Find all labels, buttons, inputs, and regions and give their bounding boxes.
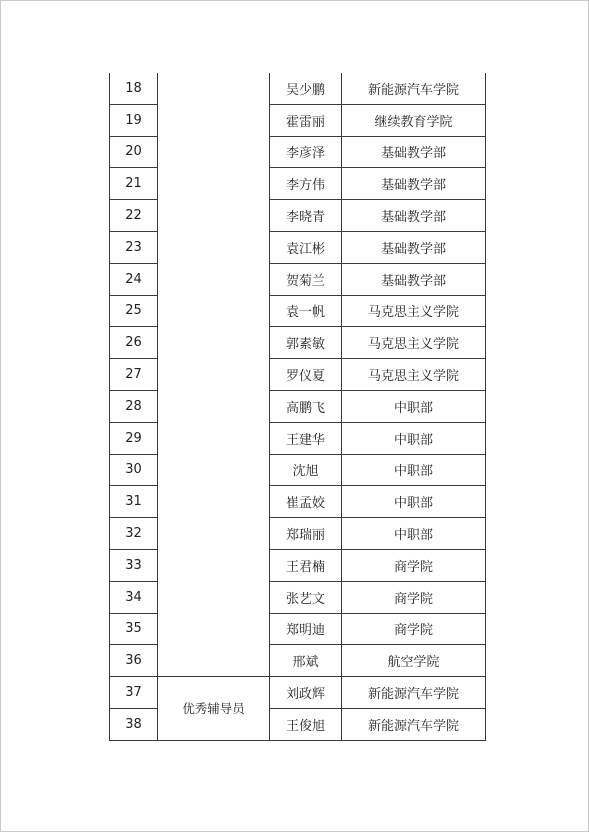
department: 中职部 [342, 454, 486, 486]
department: 新能源汽车学院 [342, 677, 486, 709]
person-name: 郑瑞丽 [270, 518, 342, 550]
person-name: 刘政辉 [270, 677, 342, 709]
row-number: 29 [110, 422, 158, 454]
row-number: 34 [110, 581, 158, 613]
category-cell: 优秀辅导员 [158, 677, 270, 741]
department: 马克思主义学院 [342, 327, 486, 359]
department: 中职部 [342, 390, 486, 422]
department: 基础教学部 [342, 200, 486, 232]
row-number: 19 [110, 104, 158, 136]
row-number: 33 [110, 549, 158, 581]
person-name: 袁一帆 [270, 295, 342, 327]
row-number: 23 [110, 231, 158, 263]
department: 基础教学部 [342, 231, 486, 263]
row-number: 36 [110, 645, 158, 677]
table-row [110, 73, 486, 104]
department: 商学院 [342, 613, 486, 645]
row-number: 37 [110, 677, 158, 709]
department: 商学院 [342, 581, 486, 613]
person-name: 高鹏飞 [270, 390, 342, 422]
department: 中职部 [342, 518, 486, 550]
row-number: 31 [110, 486, 158, 518]
department: 基础教学部 [342, 136, 486, 168]
department: 新能源汽车学院 [342, 708, 486, 740]
department: 基础教学部 [342, 168, 486, 200]
row-number: 22 [110, 200, 158, 232]
row-number: 30 [110, 454, 158, 486]
row-number: 24 [110, 263, 158, 295]
row-number: 27 [110, 359, 158, 391]
row-number: 25 [110, 295, 158, 327]
row-number: 21 [110, 168, 158, 200]
person-name: 罗仪夏 [270, 359, 342, 391]
row-number: 28 [110, 390, 158, 422]
row-number: 32 [110, 518, 158, 550]
person-name: 贺菊兰 [270, 263, 342, 295]
department: 航空学院 [342, 645, 486, 677]
department: 继续教育学院 [342, 104, 486, 136]
person-name: 李方伟 [270, 168, 342, 200]
person-name: 王建华 [270, 422, 342, 454]
department: 马克思主义学院 [342, 295, 486, 327]
roster-table [109, 73, 486, 741]
person-name: 郑明迪 [270, 613, 342, 645]
department: 商学院 [342, 549, 486, 581]
department: 中职部 [342, 422, 486, 454]
row-number: 20 [110, 136, 158, 168]
person-name: 吴少鹏 [270, 73, 342, 104]
person-name: 沈旭 [270, 454, 342, 486]
department: 中职部 [342, 486, 486, 518]
row-number: 35 [110, 613, 158, 645]
table-row [110, 677, 486, 709]
person-name: 李晓青 [270, 200, 342, 232]
person-name: 郭素敏 [270, 327, 342, 359]
person-name: 张艺文 [270, 581, 342, 613]
person-name: 李彦泽 [270, 136, 342, 168]
person-name: 霍雷丽 [270, 104, 342, 136]
department: 马克思主义学院 [342, 359, 486, 391]
department: 新能源汽车学院 [342, 73, 486, 104]
category-cell [158, 73, 270, 677]
department: 基础教学部 [342, 263, 486, 295]
person-name: 王俊旭 [270, 708, 342, 740]
person-name: 崔孟姣 [270, 486, 342, 518]
row-number: 38 [110, 708, 158, 740]
row-number: 18 [110, 73, 158, 104]
person-name: 邢斌 [270, 645, 342, 677]
person-name: 王君楠 [270, 549, 342, 581]
row-number: 26 [110, 327, 158, 359]
person-name: 袁江彬 [270, 231, 342, 263]
